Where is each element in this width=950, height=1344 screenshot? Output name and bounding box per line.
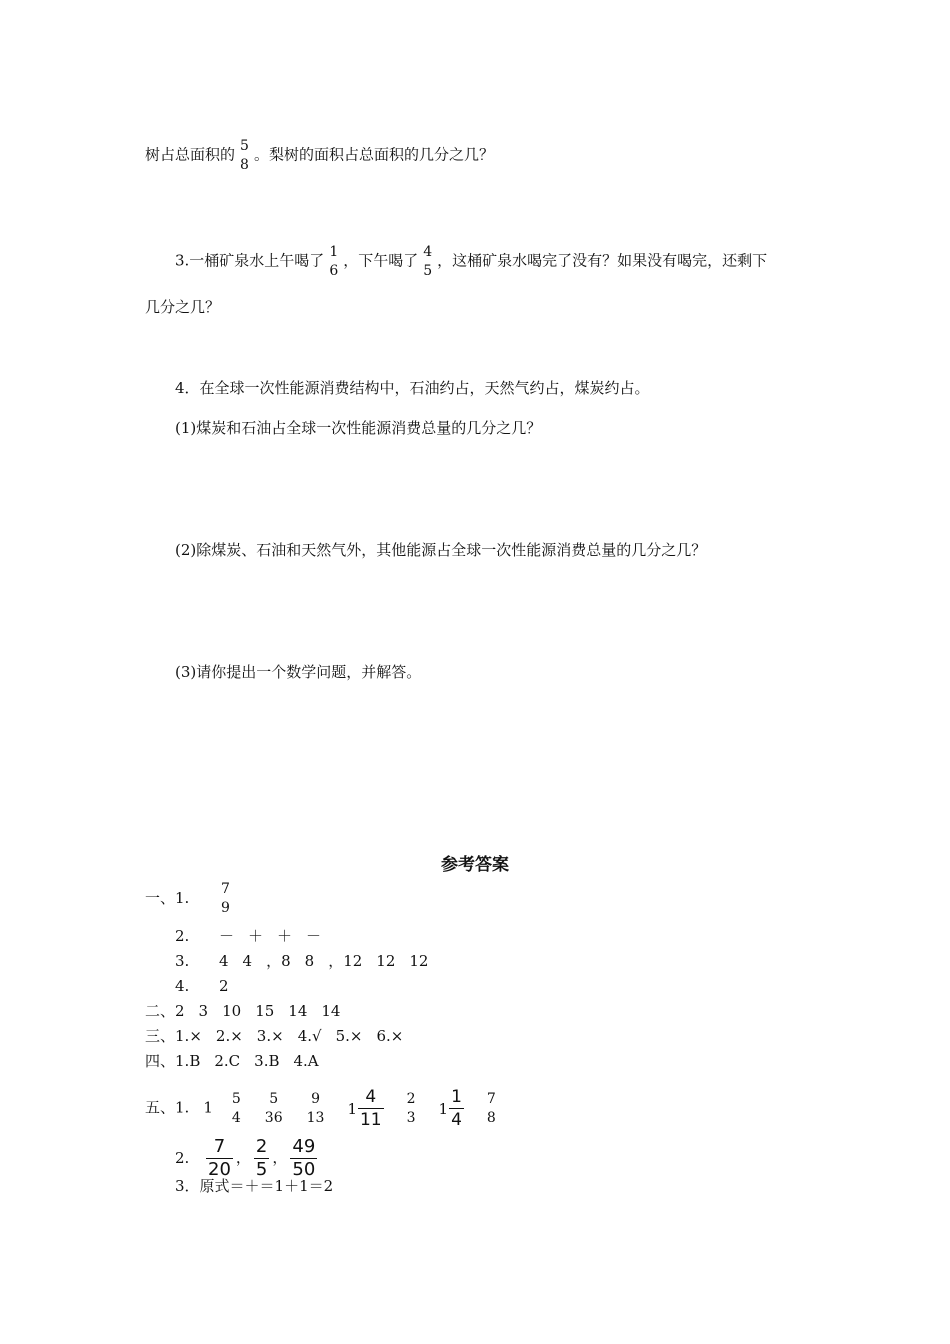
ans-s5-fraction: 5 4 [231, 1091, 241, 1126]
ans-s1-3-value: 4 [242, 952, 253, 970]
q4-sub1: (1)煤炭和石油占全球一次性能源消费总量的几分之几？ [175, 419, 542, 437]
ans-s5-mixed-number: 1 $\frac{1}{4}$ [438, 1087, 462, 1130]
ans-s1-3-value: 8 [304, 952, 315, 970]
ans-s1-2-sign: ＋ [248, 927, 264, 945]
ans-s1-4-value: 2 [219, 977, 229, 995]
ans-s2-label: 二、2 [145, 1002, 185, 1020]
ans-s2 [145, 1001, 340, 1021]
ans-s3-item: 6.× [376, 1027, 404, 1045]
ans-s3-item: 5.× [335, 1027, 363, 1045]
ans-s3-item: 2.× [215, 1027, 243, 1045]
q3-line2: 几分之几？ [145, 298, 221, 316]
ans-s5-2-separator: ， [235, 1148, 251, 1167]
ans-s5-fraction: 5 36 [264, 1091, 283, 1126]
ans-s1-4-label: 4. [175, 977, 190, 995]
ans-s2-value: 14 [321, 1002, 341, 1020]
ans-s5-mixed-number: 1 $\frac{4}{11}$ [347, 1087, 382, 1130]
q2-text-post: 。梨树的面积占总面积的几分之几？ [253, 145, 494, 164]
ans-s1-4 [175, 976, 229, 996]
q4-stem: 4．在全球一次性能源消费结构中，石油约占，天然气约占，煤炭约占。 [175, 379, 650, 397]
ans-s4-label: 四、 [145, 1052, 176, 1070]
q4-sub2: (2)除煤炭、石油和天然气外，其他能源占全球一次性能源消费总量的几分之几？ [175, 541, 707, 559]
ans-s1-3-value: 12 [409, 952, 429, 970]
ans-s1-2-sign: － [219, 927, 235, 945]
ans-s5-first: 1 [203, 1098, 213, 1117]
ans-s5-2-separator: ， [272, 1148, 288, 1167]
ans-s4-item: 4.A [293, 1052, 319, 1070]
ans-s1-2-sign: ＋ [277, 927, 293, 945]
ans-s1-3-value: 12 [376, 952, 396, 970]
ans-s1-3-value: ，12 [328, 952, 363, 970]
ans-s1-2 [175, 926, 321, 946]
ans-s2-value: 15 [255, 1002, 275, 1020]
ans-s5-label: 五、1. [145, 1098, 190, 1117]
ans-s5-3: 3．原式＝＋＝1＋1＝2 [175, 1177, 334, 1195]
ans-s5-2-fraction: $\frac{49}{50}$ [292, 1136, 316, 1180]
ans-s1-1-fraction: 7 9 [221, 881, 230, 916]
q3-fraction-2: 4 5 [423, 244, 433, 279]
ans-s4-item: 1.B [175, 1052, 201, 1070]
q2-fraction: 5 8 [240, 138, 249, 173]
answers-title: 参考答案 [441, 855, 509, 875]
ans-s3-item: 4.√ [297, 1027, 322, 1045]
ans-s5-fraction: 9 13 [306, 1091, 325, 1126]
q3-line1 [175, 243, 767, 280]
ans-s2-value: 3 [198, 1002, 209, 1020]
ans-s1-2-sign: － [306, 927, 322, 945]
ans-s2-value: 10 [222, 1002, 242, 1020]
q3-fraction-1: 1 6 [329, 244, 339, 279]
ans-s5-1 [145, 1086, 501, 1131]
q4-sub3: (3)请你提出一个数学问题，并解答。 [175, 663, 422, 681]
ans-s1-3-value: ，8 [266, 952, 291, 970]
ans-s3-label: 三、 [145, 1027, 176, 1045]
q2-text-pre: 树占总面积的 [145, 145, 236, 164]
ans-s5-2-label: 2. [175, 1148, 190, 1167]
q2-continuation [145, 137, 494, 174]
ans-s1-label: 一、1. [145, 888, 190, 907]
q3-text-pre: 3.一桶矿泉水上午喝了 [175, 251, 325, 270]
ans-s3-item: 1.× [175, 1027, 202, 1045]
ans-s1-3-value: 4 [219, 952, 229, 970]
ans-s5-2-fraction: $\frac{2}{5}$ [255, 1136, 268, 1180]
ans-s1-1 [145, 880, 235, 917]
ans-s1-2-label: 2. [175, 927, 190, 945]
ans-s5-fraction: 2 3 [406, 1091, 416, 1126]
ans-s4 [145, 1051, 319, 1071]
q3-text-post: ，这桶矿泉水喝完了没有？如果没有喝完，还剩下 [437, 251, 768, 270]
ans-s5-2-fraction: $\frac{7}{20}$ [208, 1136, 231, 1180]
q3-text-mid: ，下午喝了 [343, 251, 419, 270]
ans-s3 [145, 1026, 403, 1046]
ans-s4-item: 3.B [254, 1052, 280, 1070]
ans-s2-value: 14 [288, 1002, 308, 1020]
ans-s5-2 [175, 1136, 320, 1181]
ans-s4-item: 2.C [214, 1052, 241, 1070]
ans-s1-3 [175, 951, 428, 971]
ans-s1-3-label: 3. [175, 952, 190, 970]
ans-s3-item: 3.× [256, 1027, 284, 1045]
ans-s5-fraction: 7 8 [486, 1091, 496, 1126]
